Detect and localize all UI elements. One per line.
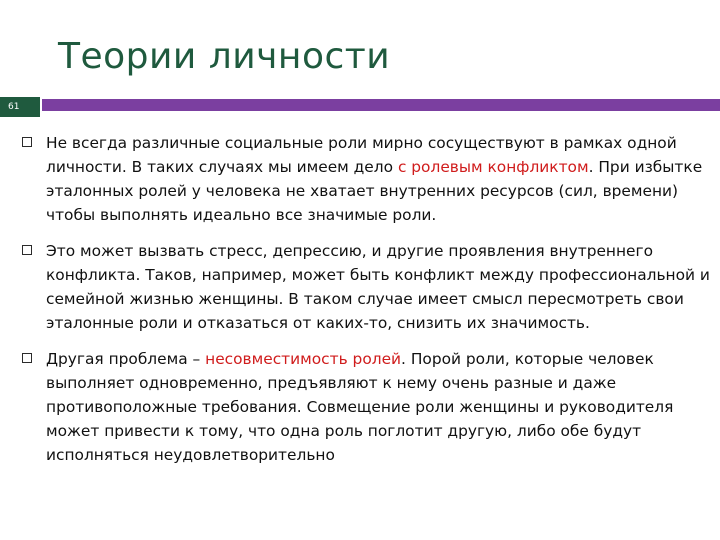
highlighted-term: несовместимость ролей bbox=[205, 350, 402, 368]
list-item bbox=[20, 131, 710, 227]
highlighted-term: с ролевым конфликтом bbox=[397, 158, 589, 176]
text-segment: . При избытке эталонных ролей у человека не хватает внутренних ресурсов (сил, времени) чтобы выполнять идеально все значимые роли. bbox=[46, 158, 703, 224]
header-bar bbox=[0, 97, 720, 117]
item-text bbox=[46, 347, 710, 467]
square-bullet-icon bbox=[22, 353, 32, 363]
text-segment: Не всегда различные социальные роли мирно сосуществуют в рамках одной личности. В таких случаях мы имеем дело bbox=[46, 134, 677, 176]
list-item bbox=[20, 239, 710, 335]
square-bullet-icon bbox=[22, 137, 32, 147]
item-text: Это может вызвать стресс, депрессию, и другие проявления внутреннего конфликта. Таков, например, может быть конфликт между профессиональной и семейной жизнью женщины. В таком случае имеет смысл пересмотреть свои эталонные роли и отказаться от каких-то, снизить их значимость. bbox=[46, 242, 710, 332]
slide-title: Теории личности bbox=[58, 36, 391, 77]
item-text bbox=[46, 131, 710, 227]
list-item bbox=[20, 347, 710, 467]
text-segment: . Порой роли, которые человек выполняет одновременно, предъявляют к нему очень разные и даже противоположные требования. Совмещение роли женщины и руководителя может привести к тому, что одна роль поглотит другую, либо обе будут исполняться неудовлетворительно bbox=[46, 350, 674, 464]
bullet-list bbox=[20, 131, 710, 479]
slide-number: 61 bbox=[0, 97, 40, 117]
square-bullet-icon bbox=[22, 245, 32, 255]
accent-bar bbox=[42, 99, 720, 111]
text-segment: Другая проблема – bbox=[46, 350, 206, 368]
